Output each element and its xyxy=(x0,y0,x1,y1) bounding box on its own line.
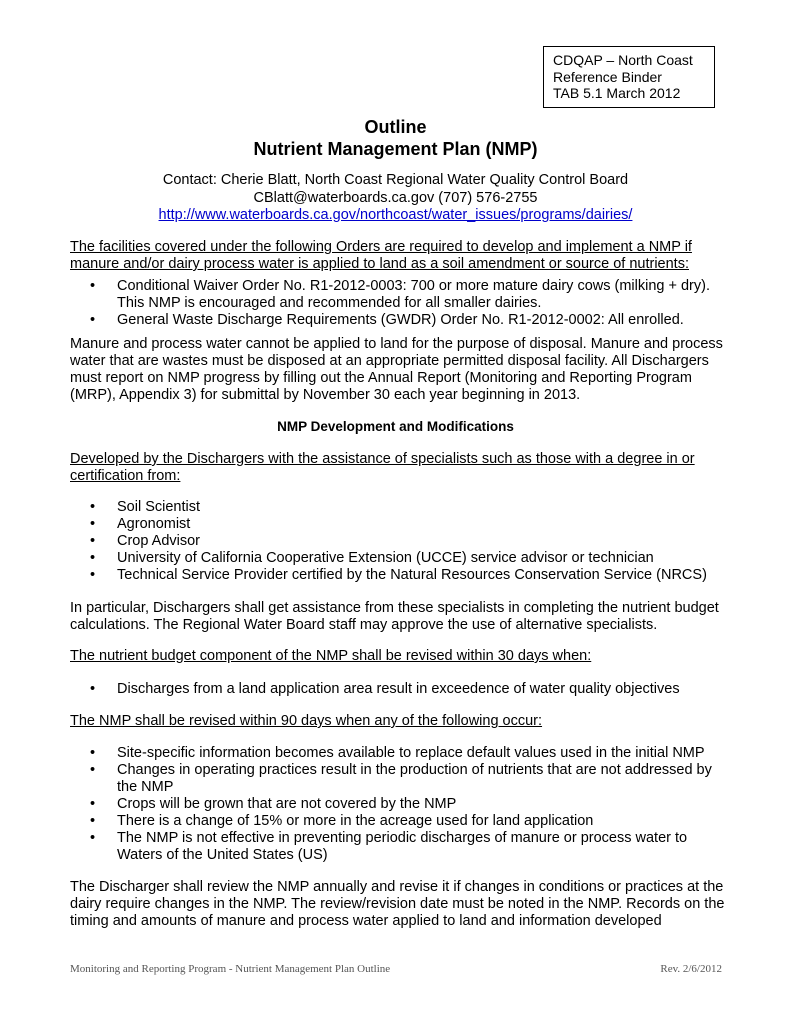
list-item: • Changes in operating practices result in the production of nutrients that are not addressed by the NMP xyxy=(90,762,712,795)
bullet-icon: • xyxy=(90,796,96,812)
bullet-icon: • xyxy=(90,830,96,846)
assistance-paragraph: In particular, Dischargers shall get assistance from these specialists in completing the nutrient budget calculations. The Regional Water Board staff may approve the use of alternative specialists. xyxy=(70,600,719,633)
footer-document-name: Monitoring and Reporting Program - Nutrient Management Plan Outline xyxy=(70,963,391,975)
orders-list xyxy=(70,278,725,329)
facilities-intro: The facilities covered under the following Orders are required to develop and implement a NMP if manure and/or dairy process water is applied to land as a soil amendment or source of nutrients: xyxy=(70,239,692,272)
bullet-icon: • xyxy=(90,533,96,549)
list-item: • General Waste Discharge Requirements (GWDR) Order No. R1-2012-0002: All enrolled. xyxy=(90,312,684,328)
list-item: • University of California Cooperative Extension (UCCE) service advisor or technician xyxy=(90,550,654,566)
bullet-icon: • xyxy=(90,681,96,697)
dairies-program-link[interactable]: http://www.waterboards.ca.gov/northcoast/water_issues/programs/dairies/ xyxy=(158,207,633,223)
contact-name: Contact: Cherie Blatt, North Coast Regional Water Quality Control Board xyxy=(162,172,629,188)
contact-email-phone: CBlatt@waterboards.ca.gov (707) 576-2755 xyxy=(253,189,538,206)
list-item: • Conditional Waiver Order No. R1-2012-0003: 700 or more mature dairy cows (milking + dry). This NMP is encouraged and recommended for all smaller dairies. xyxy=(90,278,710,311)
list-item: • The NMP is not effective in preventing periodic discharges of manure or process water to Waters of the United States (US) xyxy=(90,830,688,863)
bullet-icon: • xyxy=(90,516,96,532)
disposal-paragraph: Manure and process water cannot be applied to land for the purpose of disposal. Manure and process water that are wastes must be disposed at an appropriate permitted disposal facility. All Dischargers must report on NMP progress by filling out the Annual Report (Monitoring and Reporting Program (MRP), Appendix 3) for submittal by November 30 each year beginning in 2013. xyxy=(70,336,723,403)
list-item: • Site-specific information becomes available to replace default values used in the initial NMP xyxy=(90,745,705,761)
list-item: • Soil Scientist xyxy=(90,499,201,515)
revise-90-days-list xyxy=(70,745,725,864)
specialists-intro: Developed by the Dischargers with the assistance of specialists such as those with a degree in or certification from: xyxy=(70,451,695,484)
bullet-icon: • xyxy=(90,762,96,778)
list-item: • Crop Advisor xyxy=(90,533,201,549)
revise-30-days-list xyxy=(70,681,725,698)
annual-review-paragraph: The Discharger shall review the NMP annually and revise it if changes in conditions or practices at the dairy require changes in the NMP. The review/revision date must be noted in the NMP. Records on the timing and amounts of manure and process water applied to land and information developed xyxy=(70,879,725,929)
doc-title: Outline xyxy=(364,117,427,137)
bullet-icon: • xyxy=(90,278,96,294)
bullet-icon: • xyxy=(90,499,96,515)
bullet-icon: • xyxy=(90,813,96,829)
contact-block xyxy=(0,172,791,225)
reference-binder-box xyxy=(543,46,715,108)
ref-box-line-3: TAB 5.1 March 2012 xyxy=(553,85,681,101)
ref-box-line-1: CDQAP – North Coast xyxy=(553,52,693,68)
revise-30-days-intro: The nutrient budget component of the NMP shall be revised within 30 days when: xyxy=(70,648,592,664)
footer-revision-date: Rev. 2/6/2012 xyxy=(660,963,722,975)
section-heading: NMP Development and Modifications xyxy=(277,419,514,434)
list-item: • Discharges from a land application area result in exceedence of water quality objectives xyxy=(90,681,680,697)
specialists-list xyxy=(70,499,725,584)
list-item: • Technical Service Provider certified by the Natural Resources Conservation Service (NRCS) xyxy=(90,567,707,583)
list-item: • There is a change of 15% or more in the acreage used for land application xyxy=(90,813,594,829)
list-item: • Crops will be grown that are not covered by the NMP xyxy=(90,796,457,812)
bullet-icon: • xyxy=(90,312,96,328)
ref-box-line-2: Reference Binder xyxy=(553,68,662,85)
bullet-icon: • xyxy=(90,550,96,566)
bullet-icon: • xyxy=(90,567,96,583)
revise-90-days-intro: The NMP shall be revised within 90 days when any of the following occur: xyxy=(70,713,543,729)
doc-subtitle: Nutrient Management Plan (NMP) xyxy=(253,139,538,159)
list-item: • Agronomist xyxy=(90,516,191,532)
bullet-icon: • xyxy=(90,745,96,761)
